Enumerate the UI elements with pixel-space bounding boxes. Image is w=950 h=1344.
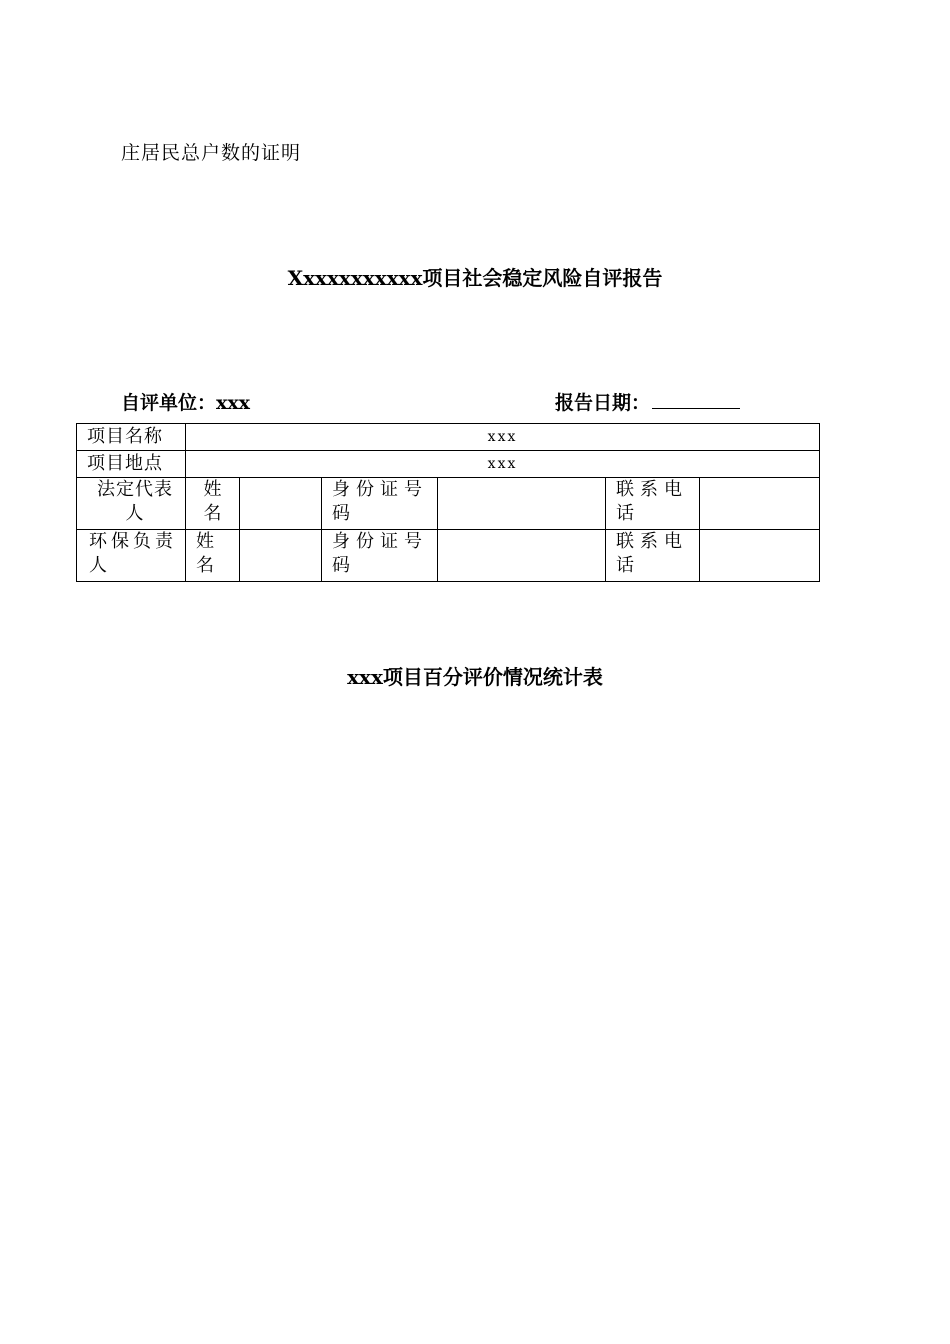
legal-rep-label: 法定代表人: [77, 478, 186, 530]
stats-table-title: xxx项目百分评价情况统计表: [347, 665, 603, 689]
table-row: [77, 424, 820, 451]
legal-rep-phone-value: [700, 478, 820, 530]
legal-rep-name-label: 姓名: [186, 478, 240, 530]
project-info-table: [76, 423, 820, 582]
report-date-label: 报告日期：: [555, 392, 651, 414]
table-row: [77, 478, 820, 530]
report-date-blank: [652, 388, 740, 409]
project-name-label: 项目名称: [77, 424, 186, 451]
env-resp-phone-value: [700, 530, 820, 582]
env-resp-name-value: [240, 530, 322, 582]
env-resp-name-label: 姓名: [186, 530, 240, 582]
legal-rep-id-label: 身份证号码: [322, 478, 438, 530]
project-location-label: 项目地点: [77, 451, 186, 478]
env-resp-id-value: [438, 530, 606, 582]
env-resp-label: 环保负责人: [77, 530, 186, 582]
trailing-text: 庄居民总户数的证明: [121, 142, 302, 164]
table-row: [77, 530, 820, 582]
report-title: Xxxxxxxxxxx项目社会稳定风险自评报告: [287, 266, 663, 290]
env-resp-id-label: 身份证号码: [322, 530, 438, 582]
report-date: [555, 388, 740, 415]
legal-rep-name-value: [240, 478, 322, 530]
legal-rep-phone-label: 联系电话: [606, 478, 700, 530]
project-location-value: xxx: [186, 451, 820, 478]
env-resp-phone-label: 联系电话: [606, 530, 700, 582]
self-eval-unit: 自评单位：xxx: [121, 392, 250, 414]
table-row: [77, 451, 820, 478]
legal-rep-id-value: [438, 478, 606, 530]
project-name-value: xxx: [186, 424, 820, 451]
